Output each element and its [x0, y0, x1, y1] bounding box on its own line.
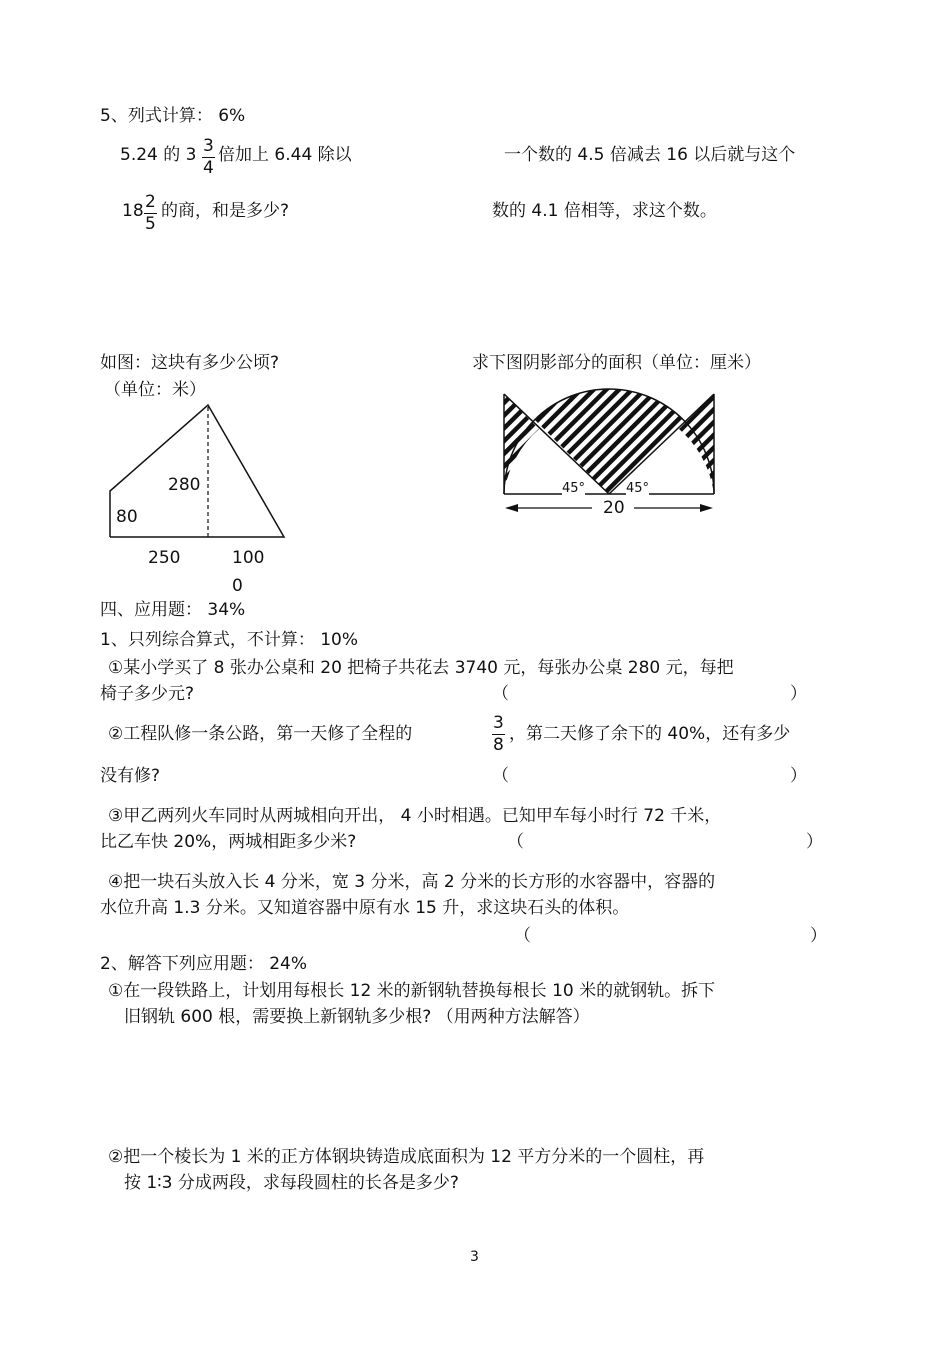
label-280: 280: [168, 475, 201, 495]
part1-q1-line2: 椅子多少元?: [100, 684, 195, 704]
fraction-denominator: 4: [203, 158, 214, 178]
fraction-numerator: 3: [493, 713, 504, 733]
answer-paren-open: （: [492, 766, 509, 786]
part1-q4-line1: ④把一块石头放入长 4 分米，宽 3 分米，高 2 分米的长方形的水容器中，容器的: [108, 872, 716, 892]
part1-q2-line1b: ，第二天修了余下的 40%，还有多少: [509, 724, 791, 744]
width-label-20: 20: [603, 498, 625, 518]
arrowhead-left: [505, 504, 518, 512]
right-shaded-region: [679, 394, 714, 494]
answer-paren-open: （: [507, 832, 524, 852]
section4-heading: 四、应用题： 34%: [100, 600, 246, 620]
part1-q1-line1: ①某小学买了 8 张办公桌和 20 把椅子共花去 3740 元，每张办公桌 280 元，每把: [108, 658, 734, 678]
part2-q2-line2: 按 1∶3 分成两段，求每段圆柱的长各是多少?: [124, 1173, 459, 1193]
q1-text-part2: 倍加上 6.44 除以: [218, 145, 352, 165]
answer-paren-close: ）: [790, 766, 807, 786]
angle-label-left: 45°: [562, 481, 586, 496]
q1-text-part3: 18: [122, 201, 144, 221]
part1-q3-line1: ③甲乙两列火车同时从两城相向开出， 4 小时相遇。已知甲车每小时行 72 千米，: [108, 806, 722, 826]
part2-heading: 2、解答下列应用题： 24%: [100, 954, 308, 974]
arrowhead-right: [700, 504, 713, 512]
part1-q4-line2: 水位升高 1.3 分米。又知道容器中原有水 15 升，求这块石头的体积。: [100, 898, 630, 918]
label-0: 0: [232, 576, 243, 596]
answer-paren-close: ）: [790, 684, 807, 704]
q2-line2: 数的 4.1 倍相等，求这个数。: [492, 201, 717, 221]
part1-q3-line2: 比乙车快 20%，两城相距多少米?: [100, 832, 357, 852]
fraction-denominator: 5: [145, 214, 156, 234]
part2-q1-line1: ①在一段铁路上，计划用每根长 12 米的新钢轨替换每根长 10 米的就钢轨。拆下: [108, 981, 716, 1001]
answer-paren-open: （: [492, 684, 509, 704]
figure-left-question: 如图：这块有多少公顷?: [100, 353, 280, 373]
figure-left-unit: （单位：米）: [104, 380, 206, 400]
label-250: 250: [148, 548, 181, 568]
fraction-denominator: 8: [493, 735, 504, 755]
q2-fraction-3-8: [492, 715, 505, 754]
answer-paren-open: （: [514, 926, 531, 946]
fraction-numerator: 3: [203, 136, 214, 156]
part2-q1-line2: 旧钢轨 600 根，需要换上新钢轨多少根? （用两种方法解答）: [124, 1007, 590, 1027]
section5-heading: 5、列式计算： 6%: [100, 106, 246, 126]
fraction-numerator: 2: [145, 192, 156, 212]
figure-right-question: 求下图阴影部分的面积（单位：厘米）: [472, 353, 761, 373]
q1-text-part4: 的商，和是多少?: [161, 201, 290, 221]
part1-heading: 1、只列综合算式，不计算： 10%: [100, 630, 359, 650]
page-number: 3: [470, 1249, 479, 1265]
q2-line1: 一个数的 4.5 倍减去 16 以后就与这个: [504, 145, 796, 165]
label-100: 100: [232, 548, 265, 568]
label-80: 80: [116, 507, 138, 527]
left-shaded-region: [504, 394, 539, 494]
q1-text-part1: 5.24 的 3: [120, 145, 197, 165]
angle-label-right: 45°: [626, 481, 650, 496]
part1-q2-line1a: ②工程队修一条公路，第一天修了全程的: [108, 724, 413, 744]
part1-q2-line2: 没有修?: [100, 766, 161, 786]
part2-q2-line1: ②把一个棱长为 1 米的正方体钢块铸造成底面积为 12 平方分米的一个圆柱，再: [108, 1147, 705, 1167]
answer-paren-close: ）: [806, 832, 823, 852]
answer-paren-close: ）: [810, 926, 827, 946]
